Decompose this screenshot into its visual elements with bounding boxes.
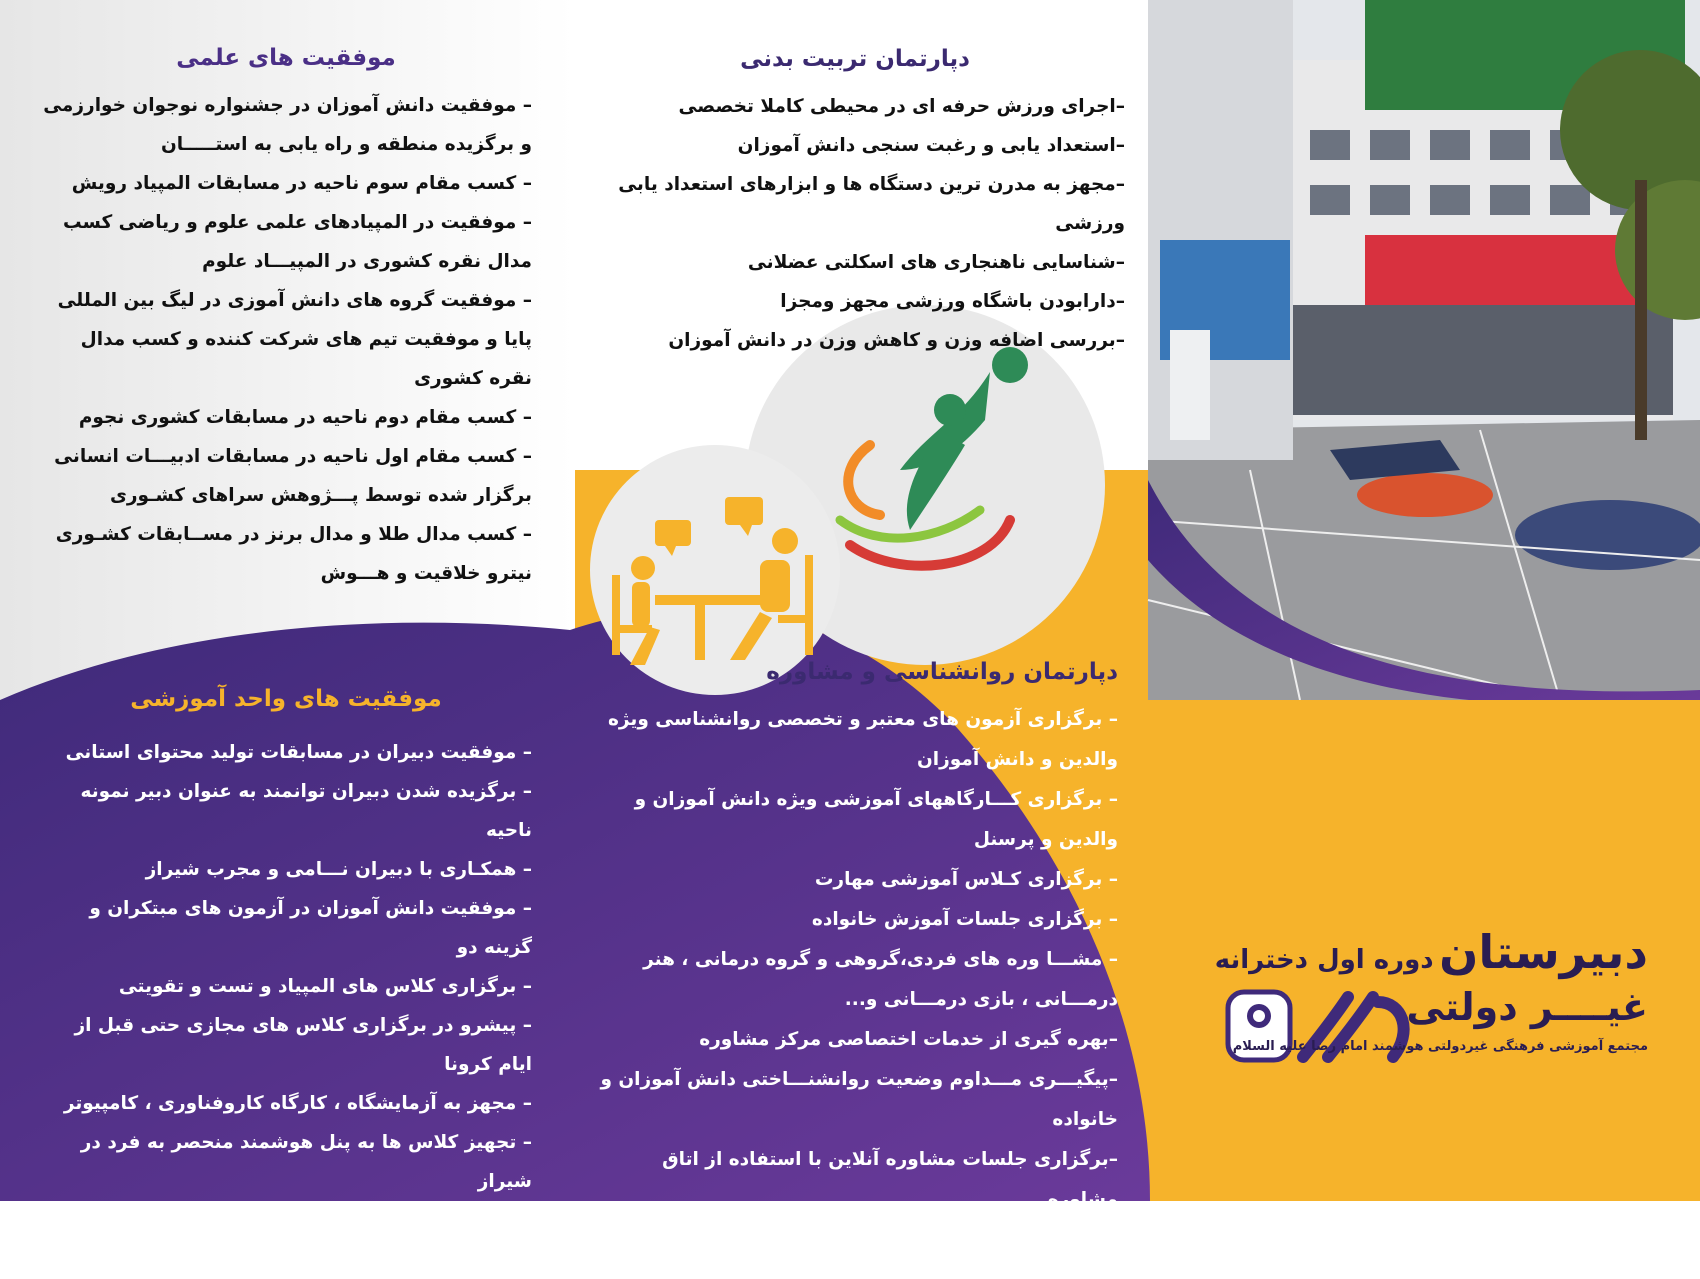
psychology-title: دپارتمان روانشناسی و مشاوره xyxy=(766,659,1118,685)
science-achievements-list xyxy=(40,86,532,593)
education-achievements-title: موفقیت های واحد آموزشی xyxy=(130,686,442,712)
list-item: – کسب مقام سوم ناحیه در مسابقات المپیاد رویش xyxy=(71,172,532,194)
list-item: – موفقیت در المپیادهای علمی علوم و ریاضی کسب مدال نقره کشوری در المپیـــاد علوم xyxy=(63,211,532,272)
list-item: – برگزاری کـلاس آموزشی مهارت xyxy=(814,868,1118,890)
physical-education-title: دپارتمان تربیت بدنی xyxy=(740,46,970,72)
school-level: دوره اول دخترانه xyxy=(1214,945,1434,975)
list-item: – مشـــا وره های فردی،گروهی و گروه درمانی ، هنر درمـــانی ، بازی درمـــانی و... xyxy=(643,948,1118,1010)
list-item: –شناسایی ناهنجاری های اسکلتی عضلانی xyxy=(747,251,1125,273)
psychology-list xyxy=(596,700,1118,1220)
education-achievements-list xyxy=(40,733,532,1279)
physical-education-list xyxy=(585,87,1125,360)
school-full-name: مجتمع آموزشی فرهنگی غیردولتی هوشمند امام رضا علیه السلام xyxy=(1232,1039,1648,1054)
list-item: –اجرای ورزش حرفه ای در محیطی کاملا تخصصی xyxy=(678,95,1125,117)
list-item: – برگزیده شدن دبیران توانمند به عنوان دبیر نمونه ناحیه xyxy=(80,780,532,841)
list-item: – همکـاری با دبیران نـــامی و مجرب شیراز xyxy=(145,858,532,880)
list-item: –دارابودن باشگاه ورزشی مجهز ومجزا xyxy=(780,290,1125,312)
list-item: – برگزاری آزمون های معتبر و تخصصی روانشناسی ویژه والدین و دانش آموزان xyxy=(607,708,1118,770)
list-item: – استفاده ازامکانات آموزشی پیشرفته در تمام دروس xyxy=(50,1209,532,1231)
list-item: – کسب مقام اول ناحیه در مسابقات ادبیـــات انسانی برگزار شده توسط پـــژوهش سراهای کشـوری xyxy=(54,445,532,506)
list-item: – موفقیت دانش آموزان در آزمون های مبتکران و گزینه دو xyxy=(89,897,532,958)
school-type: دبیرستان xyxy=(1439,925,1648,979)
list-item: –بهره گیری از خدمات اختصاصی مرکز مشاوره xyxy=(699,1028,1118,1050)
list-item: – برگزاری کـــارگاههای آموزشی ویژه دانش آموزان و والدین و پرسنل xyxy=(634,788,1118,850)
list-item: – کسب مقام دوم ناحیه در مسابقات کشوری نجوم xyxy=(78,406,532,428)
list-item: – موفقیت گروه های دانش آموزی در لیگ بین المللی پایا و موفقیت تیم های شرکت کننده و کسب مدال نقره کشوری xyxy=(57,289,532,389)
list-item: – مجهز به آزمایشگاه ، کارگاه کاروفناوری ، کامپیوتر xyxy=(63,1092,532,1114)
list-item: –پیگیـــری مـــداوم وضعیت روانشنـــاختی دانش آموزان و خانواده xyxy=(600,1068,1118,1130)
list-item: – پیشرو در برگزاری کلاس های مجازی حتی قبل از ایام کرونا xyxy=(74,1014,532,1075)
list-item: –بررسی اضافه وزن و کاهش وزن در دانش آموزان xyxy=(668,329,1125,351)
psychology-section xyxy=(596,658,1118,1220)
list-item: –برگزاری جلسات مشاوره آنلاین با استفاده از اتاق مشاوره xyxy=(662,1148,1118,1210)
list-item: – موفقیت دانش آموزان در جشنواره نوجوان خوارزمی و برگزیده منطقه و راه یابی به استـــــان xyxy=(43,94,532,155)
list-item: – تجهیز کلاس ها به پنل هوشمند منحصر به فرد در شیراز xyxy=(80,1131,532,1192)
list-item: – برگزاری کلاس های آموزشی تولید محتوا xyxy=(151,1248,532,1270)
science-achievements-title: موفقیت های علمی xyxy=(176,45,396,71)
school-brand xyxy=(1200,925,1648,1054)
list-item: – کسب مدال طلا و مدال برنز در مســابقات کشـوری نیترو خلاقیت و هـــوش xyxy=(55,523,532,584)
physical-education-section xyxy=(585,45,1125,360)
list-item: –استعداد یابی و رغبت سنجی دانش آموزان xyxy=(737,134,1125,156)
education-achievements-section xyxy=(40,685,532,1279)
list-item: – برگزاری جلسات آموزش خانواده xyxy=(811,908,1118,930)
school-name xyxy=(1200,925,1648,979)
science-achievements-section xyxy=(40,44,532,593)
list-item: – موفقیت دبیران در مسابقات تولید محتوای استانی xyxy=(65,741,532,763)
school-ownership: غیــــر دولتی xyxy=(1406,985,1648,1029)
list-item: –مجهز به مدرن ترین دستگاه ها و ابزارهای استعداد یابی ورزشی xyxy=(618,173,1125,234)
list-item: – برگزاری کلاس های المپیاد و تست و تقویتی xyxy=(118,975,532,997)
